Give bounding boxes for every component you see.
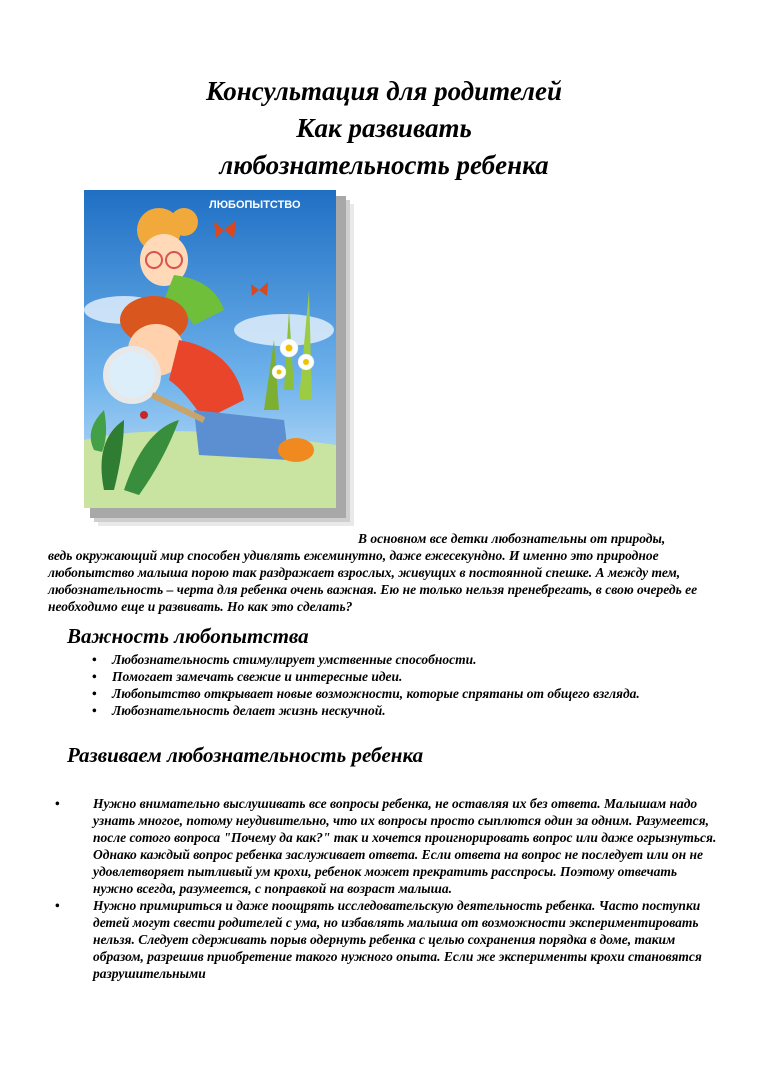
intro-rest: ведь окружающий мир способен удивлять ежеминутно, даже ежесекундно. И именно это природное любопытство малыша порою так раздражает взрослых, живущих в постоянной спешке. А между тем, любознательность – черта для ребенка очень важная. Ею не только нельзя пренебрегать, в свою очередь ее необходимо еще и развивать. Но как это сделать? [48,548,698,614]
importance-list [92,651,692,719]
children-with-magnifier-picture [84,190,336,508]
title-line-1: Консультация для родителей [206,76,562,106]
list-item: • Помогает замечать свежие и интересные идеи. [92,668,692,685]
list-item: • Любопытство открывает новые возможности, которые спрятаны от общего взгляда. [92,685,692,702]
section-heading-importance: Важность любопытства [67,624,309,648]
intro-paragraph [48,530,738,615]
list-item: • Любознательность стимулирует умственные способности. [92,651,692,668]
list-item: • Любознательность делает жизнь нескучной. [92,702,692,719]
illustration-label: ЛЮБОПЫТСТВО [209,199,301,211]
title-line-3: любознательность ребенка [219,150,549,180]
illustration-picture [84,190,336,508]
curiosity-illustration [84,190,352,525]
list-item: • Нужно примириться и даже поощрять исследовательскую деятельность ребенка. Часто поступки детей могут свести родителей с ума, но избавлять малыша от возможности экспериментировать нельзя. Следует сдерживать порыв одернуть ребенка с целью сохранения порядка в доме, таким образом, разрешив приобретение такого нужного опыта. Если же эксперименты крохи становятся разрушительными [55,897,720,982]
develop-list [55,795,720,982]
document-title [0,73,768,184]
section-heading-develop: Развиваем любознательность ребенка [67,743,424,767]
list-item: • Нужно внимательно выслушивать все вопросы ребенка, не оставляя их без ответа. Малышам надо узнать многое, потому неудивительно, что их вопросы просто сыплются один за одним. Разумеется, после сотого вопроса "Почему да как?" так и хочется проигнорировать вопрос или даже огрызнуться. Однако каждый вопрос ребенка заслуживает ответа. Если ответа на вопрос не последует или он не удовлетворяет пытливый ум крохи, ребенок может прекратить расспросы. Поэтому отвечать нужно всегда, разумеется, с поправкой на возраст малыша. [55,795,720,897]
intro-first-line: В основном все детки любознательны от природы, [358,531,666,546]
title-line-2: Как развивать [296,113,472,143]
